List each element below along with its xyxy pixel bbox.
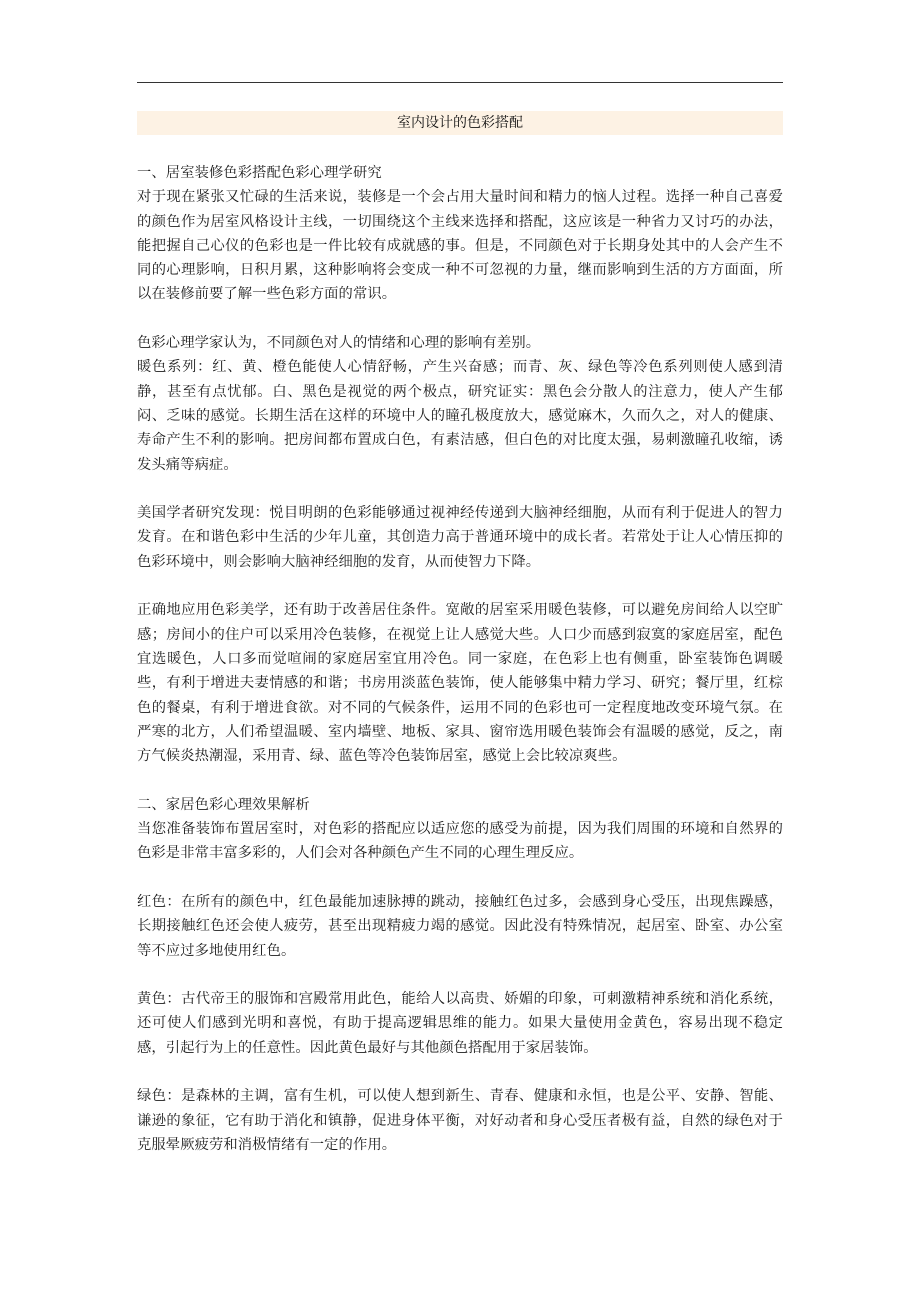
paragraph-gap — [137, 307, 783, 331]
document-title: 室内设计的色彩搭配 — [137, 111, 783, 135]
paragraph-gap — [137, 768, 783, 792]
paragraph: 当您准备装饰布置居室时，对色彩的搭配应以适应您的感受为前提，因为我们周围的环境和自然界的色彩是非常丰富多彩的，人们会对各种颜色产生不同的心理生理反应。 — [137, 821, 783, 862]
paragraph-gap — [137, 1060, 783, 1084]
section-heading-1: 一、居室装修色彩搭配色彩心理学研究 — [137, 165, 382, 181]
paragraph-gap — [137, 963, 783, 987]
paragraph-red: 红色：在所有的颜色中，红色最能加速脉搏的跳动，接触红色过多，会感到身心受压，出现焦躁感，长期接触红色还会使人疲劳，甚至出现精疲力竭的感觉。因此没有特殊情况，起居室、卧室、办公室等不应过多地使用红色。 — [137, 893, 783, 959]
paragraph-gap — [137, 866, 783, 890]
paragraph-gap — [137, 477, 783, 501]
paragraph: 色彩心理学家认为，不同颜色对人的情绪和心理的影响有差别。 — [137, 335, 541, 352]
section-heading-2: 二、家居色彩心理效果解析 — [137, 796, 310, 813]
header-rule — [137, 82, 783, 83]
paragraph: 美国学者研究发现：悦目明朗的色彩能够通过视神经传递到大脑神经细胞，从而有利于促进人的智力发育。在和谐色彩中生活的少年儿童，其创造力高于普通环境中的成长者。若常处于让人心情压抑的色彩环境中，则会影响大脑神经细胞的发育，从而使智力下降。 — [137, 505, 783, 570]
document-body — [137, 161, 783, 1157]
paragraph-gap — [137, 574, 783, 598]
paragraph-green: 绿色：是森林的主调，富有生机，可以使人想到新生、青春、健康和永恒，也是公平、安静、智能、谦逊的象征，它有助于消化和镇静，促进身体平衡，对好动者和身心受压者极有益，自然的绿色对于克服晕厥疲劳和消极情绪有一定的作用。 — [137, 1088, 783, 1153]
paragraph-yellow: 黄色：古代帝王的服饰和宫殿常用此色，能给人以高贵、娇媚的印象，可刺激精神系统和消化系统，还可使人们感到光明和喜悦，有助于提高逻辑思维的能力。如果大量使用金黄色，容易出现不稳定感，引起行为上的任意性。因此黄色最好与其他颜色搭配用于家居装饰。 — [137, 991, 783, 1056]
paragraph: 对于现在紧张又忙碌的生活来说，装修是一个会占用大量时间和精力的恼人过程。选择一种自己喜爱的颜色作为居室风格设计主线，一切围绕这个主线来选择和搭配，这应该是一种省力又讨巧的办法，能把握自己心仪的色彩也是一件比较有成就感的事。但是，不同颜色对于长期身处其中的人会产生不同的心理影响，日积月累，这种影响将会变成一种不可忽视的力量，继而影响到生活的方方面面，所以在装修前要了解一些色彩方面的常识。 — [137, 189, 783, 303]
paragraph: 暖色系列：红、黄、橙色能使人心情舒畅，产生兴奋感；而青、灰、绿色等冷色系列则使人感到清静，甚至有点忧郁。白、黑色是视觉的两个极点，研究证实：黑色会分散人的注意力，使人产生郁闷、乏味的感觉。长期生活在这样的环境中人的瞳孔极度放大，感觉麻木，久而久之，对人的健康、寿命产生不利的影响。把房间都布置成白色，有素洁感，但白色的对比度太强，易刺激瞳孔收缩，诱发头痛等病症。 — [137, 359, 783, 473]
paragraph: 正确地应用色彩美学，还有助于改善居住条件。宽敞的居室采用暖色装修，可以避免房间给人以空旷感；房间小的住户可以采用冷色装修，在视觉上让人感觉大些。人口少而感到寂寞的家庭居室，配色宜选暖色，人口多而觉喧闹的家庭居室宜用冷色。同一家庭，在色彩上也有侧重，卧室装饰色调暖些，有利于增进夫妻情感的和谐；书房用淡蓝色装饰，使人能够集中精力学习、研究；餐厅里，红棕色的餐桌，有利于增进食欲。对不同的气候条件，运用不同的色彩也可一定程度地改变环境气氛。在严寒的北方，人们希望温暖、室内墙壁、地板、家具、窗帘选用暖色装饰会有温暖的感觉，反之，南方气候炎热潮湿，采用青、绿、蓝色等冷色装饰居室，感觉上会比较凉爽些。 — [137, 602, 783, 765]
